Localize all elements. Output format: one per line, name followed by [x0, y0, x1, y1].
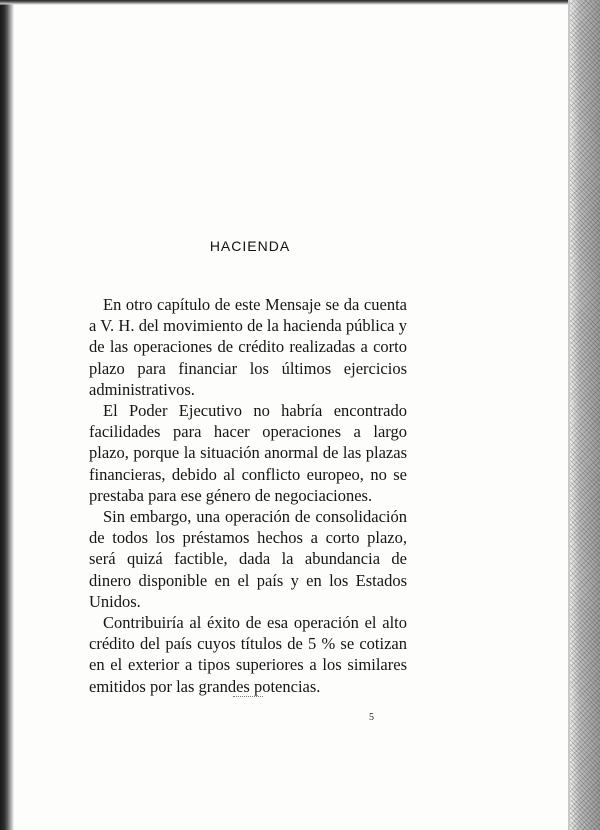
body-text — [89, 294, 407, 697]
paragraph-4 — [89, 612, 407, 697]
paragraph-3: Sin embargo, una operación de consolidación de todos los préstamos hechos a corto plazo, será quizá factible, dada la abundancia de dinero disponible en el país y en los Estados Unidos. — [89, 507, 407, 611]
section-title: HACIENDA — [209, 238, 291, 254]
paragraph-1: En otro capítulo de este Mensaje se da cuenta a V. H. del movimiento de la hacienda pública y de las operaciones de crédito realizadas a corto plazo para financiar los últimos ejercicios administrativos. — [89, 295, 407, 399]
end-divider — [233, 696, 263, 698]
right-edge-texture — [570, 0, 600, 830]
binding-edge — [0, 0, 14, 830]
paragraph-4-part-2: se cotizan en el exterior a tipos superiores a los similares emitidos por las grandes potencias. — [89, 634, 407, 696]
top-edge-shadow — [0, 0, 600, 5]
paragraph-4-part-1: Contribuiría al éxito de esa operación el alto crédito del país cuyos títulos de 5 % — [89, 613, 407, 654]
page-number: 5 — [369, 712, 374, 723]
paragraph-2: El Poder Ejecutivo no habría encontrado facilidades para hacer operaciones a largo plazo, porque la situación anormal de las plazas financieras, debido al conflicto europeo, no se prestaba para ese género de negociaciones. — [89, 401, 407, 505]
